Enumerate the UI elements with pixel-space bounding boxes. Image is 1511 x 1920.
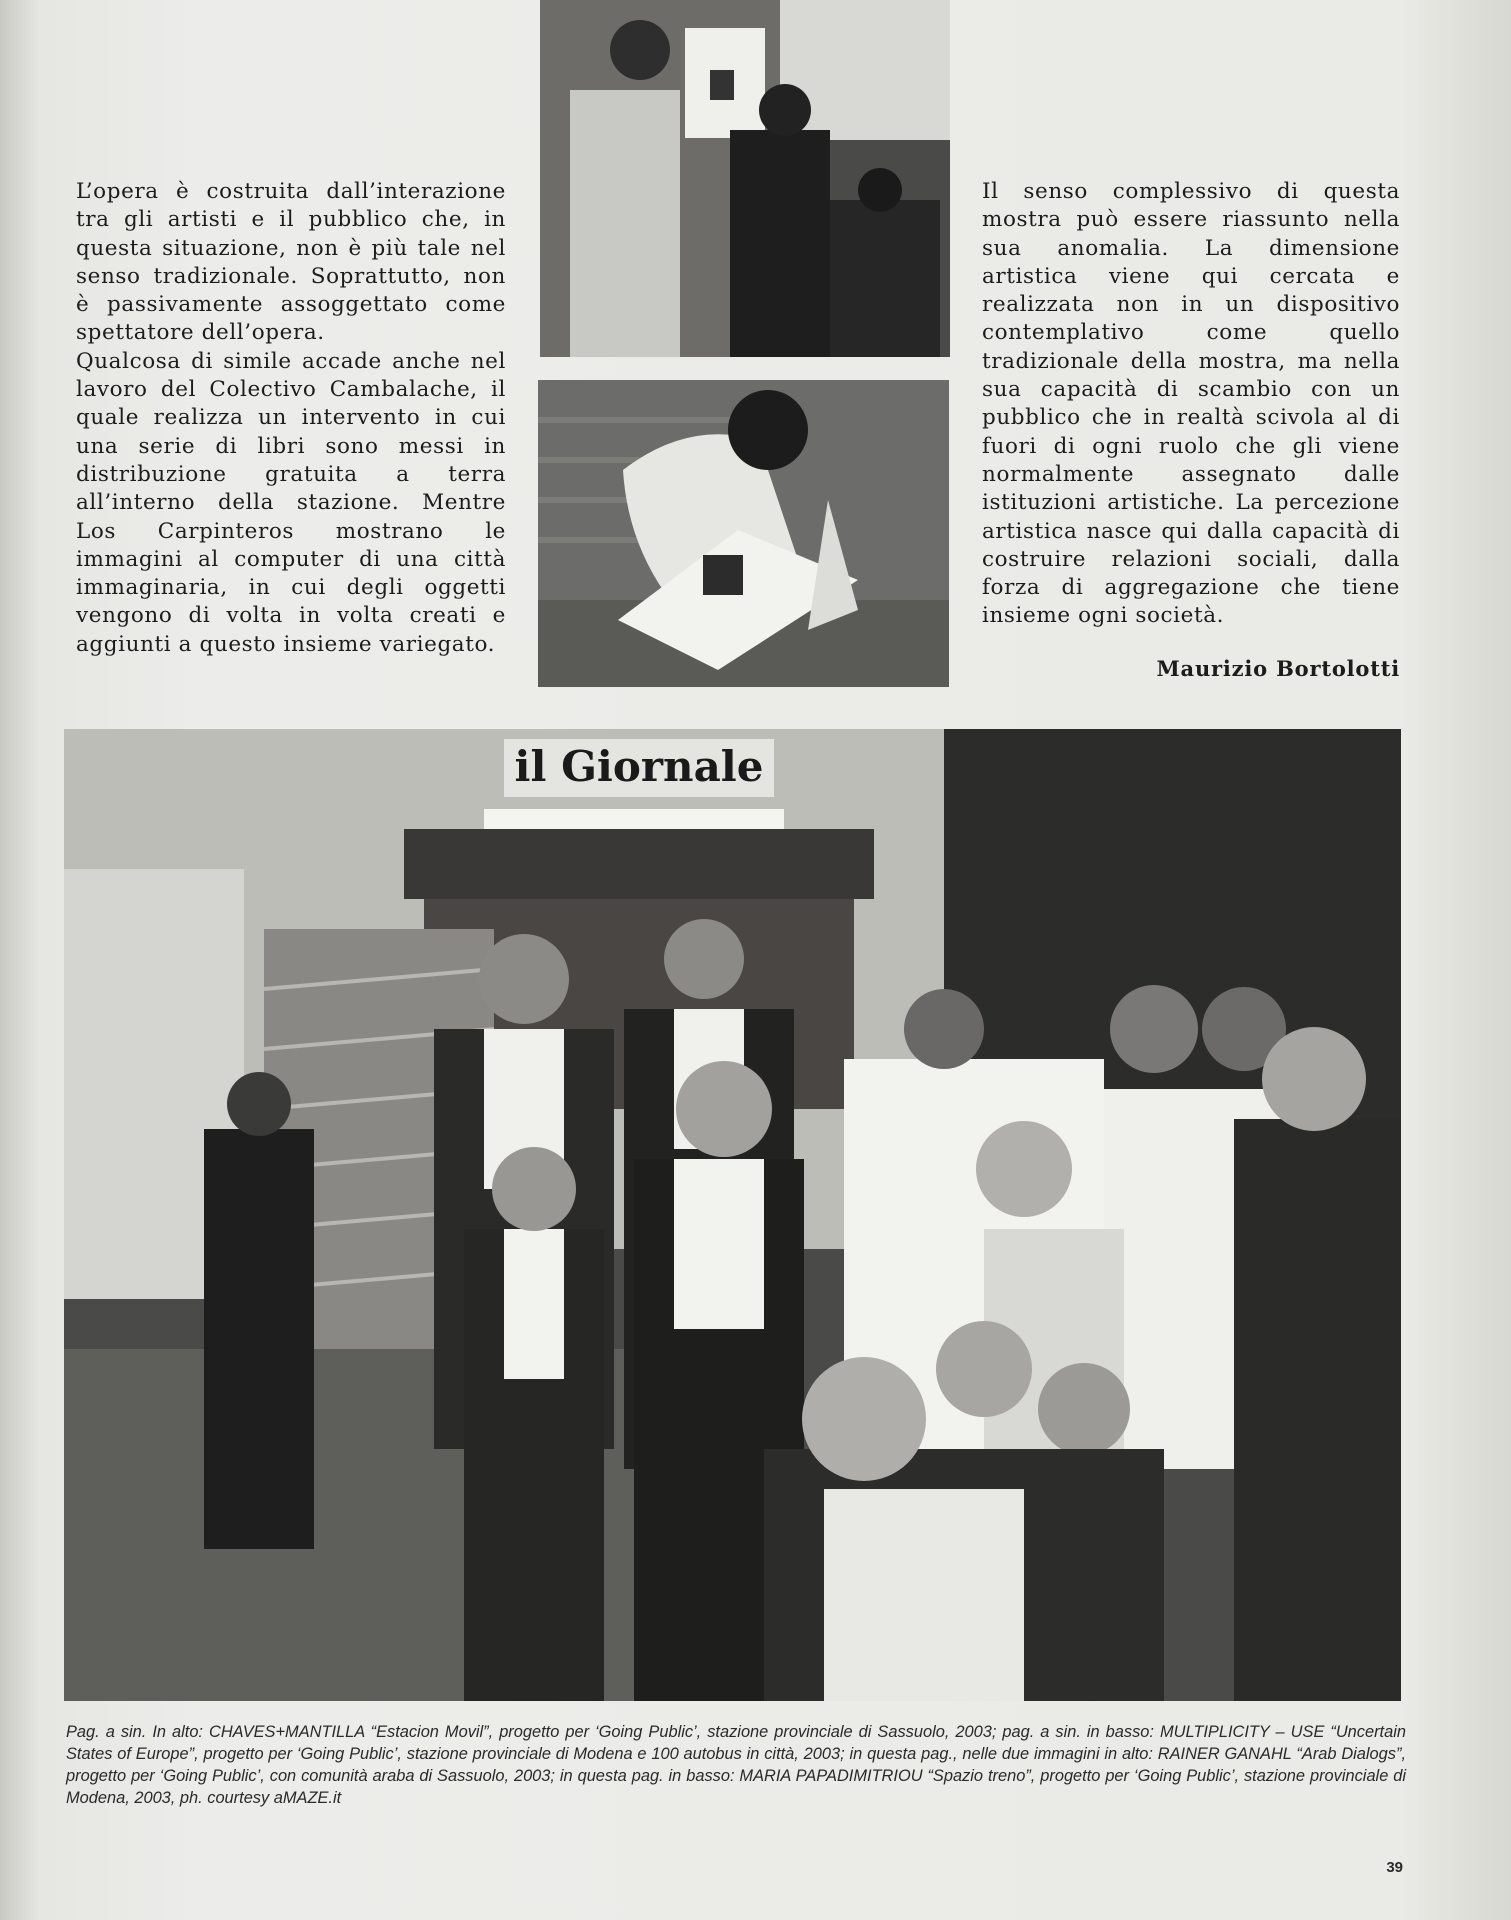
photo-group-newsstand xyxy=(64,729,1401,1701)
left-paragraph-2: Qualcosa di simile accade anche nel lavoro del Colectivo Cambalache, il quale realizza un intervento in cui una serie di libri sono messi in distribuzione gratuita a terra all’interno della stazione. Mentre Los Carpinteros mostrano le immagini al computer di una città immaginaria, in cui degli oggetti vengono di volta in volta creati e aggiunti a questo insieme variegato. xyxy=(76,348,506,657)
page-number: 39 xyxy=(1386,1859,1403,1876)
newspaper-sign-text: il Giornale xyxy=(514,742,764,791)
left-paragraph-1: L’opera è costruita dall’interazione tra gli artisti e il pubblico che, in questa situazione, non è più tale nel senso tradizionale. Soprattutto, non è passivamente assoggettato come spettatore dell’opera. xyxy=(76,179,506,346)
photo-wall-writing xyxy=(540,0,950,357)
left-text-column xyxy=(76,178,506,659)
author-name: Maurizio Bortolotti xyxy=(1156,656,1400,681)
photo-group-newsstand-image xyxy=(64,729,1401,1701)
page-footer xyxy=(1382,1859,1403,1876)
photo-drawing-boy-image xyxy=(538,380,949,687)
right-text-column xyxy=(982,178,1400,631)
right-paragraph-1: Il senso complessivo di questa mostra può essere riassunto nella sua anomalia. La dimensione artistica viene qui cercata e realizzata non in un dispositivo contemplativo come quello tradizionale della mostra, ma nella sua capacità di scambio con un pubblico che in realtà scivola al di fuori di ogni ruolo che gli viene normalmente assegnato dalle istituzioni artistiche. La percezione artistica nasce qui dalla capacità di costruire relazioni sociali, dalla forza di aggregazione che tiene insieme ogni società. xyxy=(982,179,1400,629)
photo-wall-writing-image xyxy=(540,0,950,357)
photo-drawing-boy xyxy=(538,380,949,687)
photo-caption: Pag. a sin. In alto: CHAVES+MANTILLA “Estacion Movil”, progetto per ‘Going Public’, stazione provinciale di Sassuolo, 2003; pag. a sin. in basso: MULTIPLICITY – USE “Uncertain States of Europe”, progetto per ‘Going Public’, stazione provinciale di Modena e 100 autobus in città, 2003; in questa pag., nelle due immagini in alto: RAINER GANAHL “Arab Dialogs”, progetto per ‘Going Public’, con comunità araba di Sassuolo, 2003; in questa pag. in basso: MARIA PAPADIMITRIOU “Spazio treno”, progetto per ‘Going Public’, stazione provinciale di Modena, 2003, ph. courtesy aMAZE.it xyxy=(66,1723,1406,1807)
